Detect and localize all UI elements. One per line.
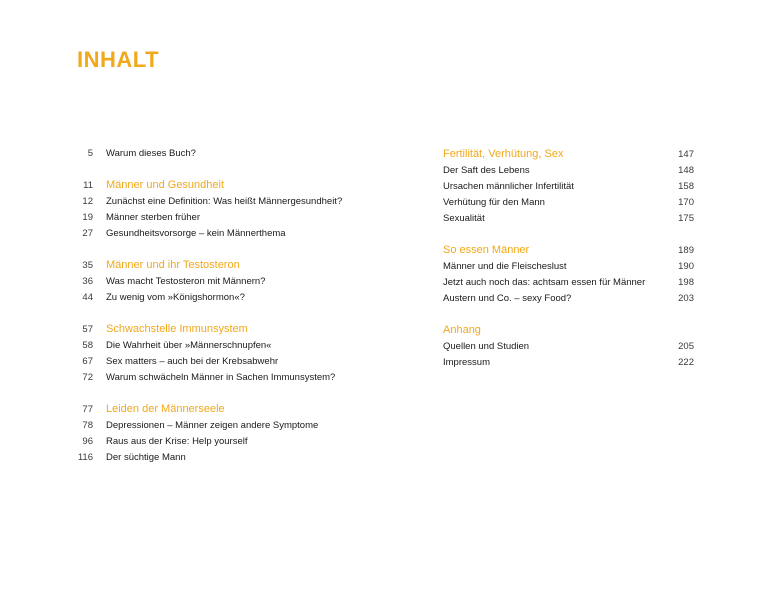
toc-entry [70, 210, 370, 226]
toc-page-number: 222 [678, 357, 694, 368]
toc-entry-title: Austern und Co. – sexy Food? [443, 293, 572, 304]
toc-left-column [70, 146, 370, 481]
toc-entry-title: Männer sterben früher [106, 212, 200, 223]
toc-page-number: 19 [82, 212, 93, 223]
toc-section [70, 177, 370, 242]
toc-section [70, 146, 370, 162]
toc-page-number: 77 [82, 404, 93, 415]
toc-section [443, 322, 698, 371]
toc-chapter-title: Schwachstelle Immunsystem [106, 323, 248, 335]
toc-page-number: 5 [87, 148, 93, 159]
toc-chapter-title: Leiden der Männerseele [106, 403, 225, 415]
toc-entry [443, 291, 698, 307]
toc-chapter-heading [70, 401, 370, 418]
toc-entry-title: Sex matters – auch bei der Krebsabwehr [106, 356, 279, 367]
toc-section [443, 242, 698, 307]
toc-page-number: 198 [678, 277, 694, 288]
toc-page-number: 96 [82, 436, 93, 447]
toc-entry [70, 418, 370, 434]
toc-page-number: 36 [82, 276, 93, 287]
toc-entry-title: Raus aus der Krise: Help yourself [106, 436, 248, 447]
toc-entry [443, 195, 698, 211]
toc-entry-title: Gesundheitsvorsorge – kein Männerthema [106, 228, 286, 239]
toc-entry [70, 146, 370, 162]
toc-entry-title: Jetzt auch noch das: achtsam essen für Männer [443, 277, 646, 288]
toc-entry-title: Zunächst eine Definition: Was heißt Männergesundheit? [106, 196, 343, 207]
toc-entry [443, 355, 698, 371]
toc-chapter-title: Männer und Gesundheit [106, 179, 225, 191]
toc-entry-title: Männer und die Fleischeslust [443, 261, 567, 272]
toc-entry [70, 290, 370, 306]
toc-page-number: 158 [678, 181, 694, 192]
toc-page-number: 72 [82, 372, 93, 383]
toc-entry [443, 339, 698, 355]
toc-page-number: 78 [82, 420, 93, 431]
toc-entry-title: Der süchtige Mann [106, 452, 186, 463]
toc-chapter-heading [70, 177, 370, 194]
toc-entry [443, 275, 698, 291]
toc-chapter-heading [70, 257, 370, 274]
toc-entry [70, 370, 370, 386]
toc-entry [70, 354, 370, 370]
toc-entry-title: Warum dieses Buch? [106, 148, 196, 159]
toc-page-number: 67 [82, 356, 93, 367]
toc-page-number: 189 [678, 245, 694, 256]
toc-entry [70, 226, 370, 242]
toc-page-number: 170 [678, 197, 694, 208]
toc-entry [443, 179, 698, 195]
toc-section [70, 321, 370, 386]
toc-chapter-title: So essen Männer [443, 244, 530, 256]
toc-page-number: 175 [678, 213, 694, 224]
toc-entry-title: Verhütung für den Mann [443, 197, 545, 208]
toc-section [70, 257, 370, 306]
toc-entry-title: Impressum [443, 357, 490, 368]
toc-chapter-title: Fertilität, Verhütung, Sex [443, 148, 564, 160]
toc-page-number: 148 [678, 165, 694, 176]
toc-chapter-heading [443, 146, 698, 163]
toc-entry [70, 274, 370, 290]
toc-entry-title: Die Wahrheit über »Männerschnupfen« [106, 340, 272, 351]
toc-page-number: 44 [82, 292, 93, 303]
toc-section [443, 146, 698, 227]
toc-entry [443, 211, 698, 227]
toc-page-number: 12 [82, 196, 93, 207]
toc-page-number: 35 [82, 260, 93, 271]
toc-entry-title: Depressionen – Männer zeigen andere Symptome [106, 420, 319, 431]
toc-entry [70, 450, 370, 466]
toc-chapter-title: Anhang [443, 324, 481, 336]
toc-page-number: 190 [678, 261, 694, 272]
toc-page-number: 27 [82, 228, 93, 239]
toc-entry [70, 338, 370, 354]
toc-section [70, 401, 370, 466]
toc-entry-title: Warum schwächeln Männer in Sachen Immunsystem? [106, 372, 336, 383]
toc-entry [443, 163, 698, 179]
toc-chapter-heading [70, 321, 370, 338]
page-title: INHALT [77, 47, 160, 72]
toc-page-number: 58 [82, 340, 93, 351]
toc-page-number: 57 [82, 324, 93, 335]
toc-entry-title: Was macht Testosteron mit Männern? [106, 276, 266, 287]
toc-entry-title: Ursachen männlicher Infertilität [443, 181, 574, 192]
toc-page-number: 11 [83, 180, 93, 191]
toc-entry [443, 259, 698, 275]
toc-entry-title: Quellen und Studien [443, 341, 530, 352]
toc-entry-title: Zu wenig vom »Königshormon«? [106, 292, 245, 303]
toc-entry [70, 194, 370, 210]
toc-chapter-heading [443, 322, 698, 339]
toc-page-number: 147 [678, 149, 694, 160]
toc-chapter-heading [443, 242, 698, 259]
toc-entry [70, 434, 370, 450]
toc-page-number: 116 [77, 452, 93, 463]
toc-entry-title: Sexualität [443, 213, 485, 224]
toc-entry-title: Der Saft des Lebens [443, 165, 530, 176]
toc-page-number: 205 [678, 341, 694, 352]
toc-page-number: 203 [678, 293, 694, 304]
toc-chapter-title: Männer und ihr Testosteron [106, 259, 240, 271]
toc-right-column [443, 146, 698, 386]
